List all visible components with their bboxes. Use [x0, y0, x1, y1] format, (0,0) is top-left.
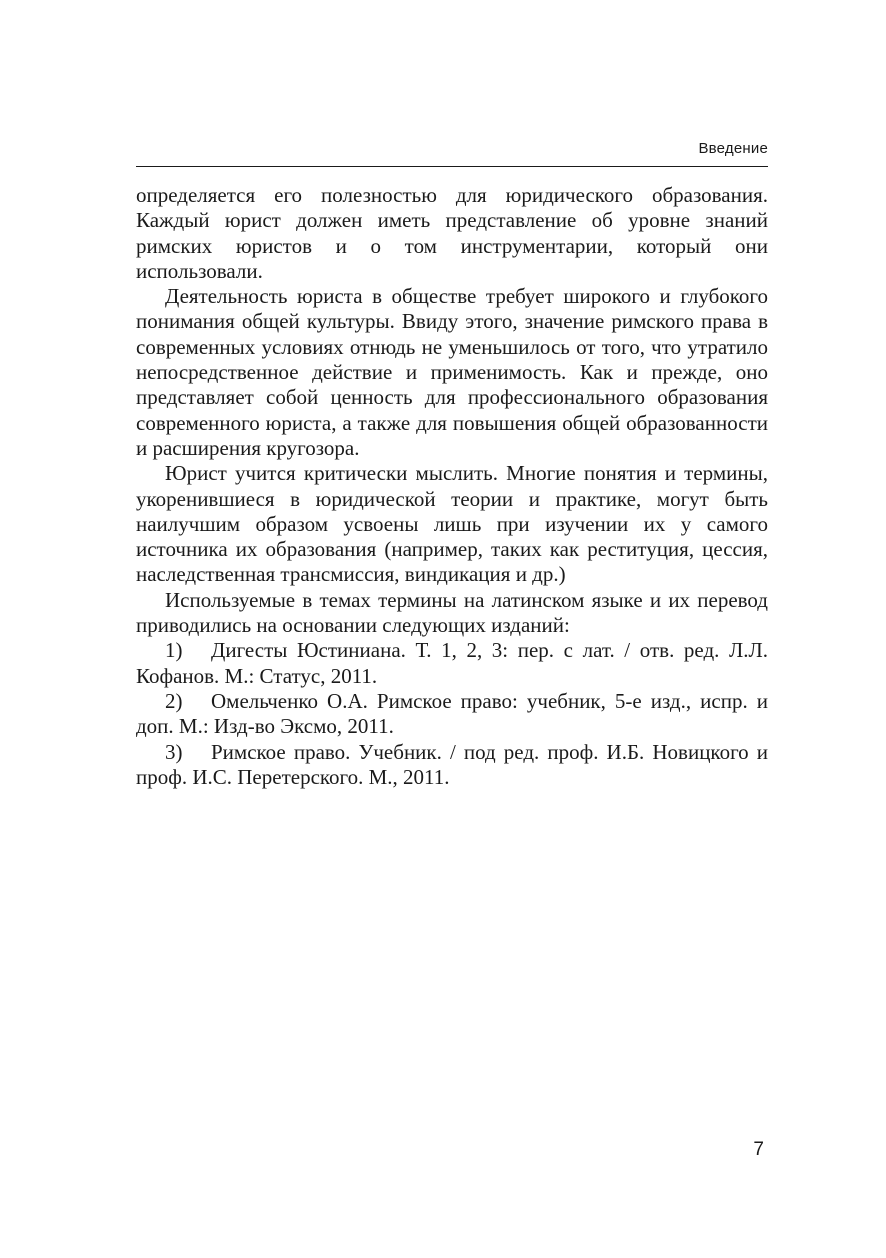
reference-text: Омельченко О.А. Римское право: учебник, 5-е изд., испр. и доп. М.: Изд-во Эксмо, 2011. [136, 688, 768, 739]
reference-item [136, 689, 768, 740]
reference-number: 2) [165, 688, 183, 713]
page-number: 7 [753, 1139, 764, 1160]
reference-number: 1) [165, 638, 183, 663]
header-title: Введение [698, 140, 768, 157]
page-body [136, 183, 768, 790]
paragraph: Используемые в темах термины на латинском языке и их перевод приводились на основании следующих изданий: [136, 587, 768, 638]
paragraph: Юрист учится критически мыслить. Многие понятия и термины, укоренившиеся в юридической теории и практике, могут быть наилучшим образом усвоены лишь при изучении их у самого источника их образования (например, таких как реституция, цессия, наследственная трансмиссия, виндикация и др.) [136, 461, 768, 587]
paragraph: Деятельность юриста в обществе требует широкого и глубокого понимания общей культуры. Ввиду этого, значение римского права в современных условиях отнюдь не уменьшилось от того, что утратило непосредственное действие и применимость. Как и прежде, оно представляет собой ценность для профессионального образования современного юриста, а также для повышения общей образованности и расширения кругозора. [136, 284, 768, 460]
reference-item [136, 740, 768, 791]
paragraph-continued: определяется его полезностью для юридического образования. Каждый юрист должен иметь представление об уровне знаний римских юристов и о том инструментарии, который они использовали. [136, 183, 768, 283]
reference-number: 3) [165, 739, 183, 764]
reference-text: Римское право. Учебник. / под ред. проф. И.Б. Новицкого и проф. И.С. Перетерского. М., 2011. [136, 739, 768, 789]
running-header [136, 136, 768, 167]
reference-item [136, 638, 768, 689]
reference-text: Дигесты Юстиниана. Т. 1, 2, 3: пер. с лат. / отв. ред. Л.Л. Кофанов. М.: Статус, 2011. [136, 638, 768, 688]
